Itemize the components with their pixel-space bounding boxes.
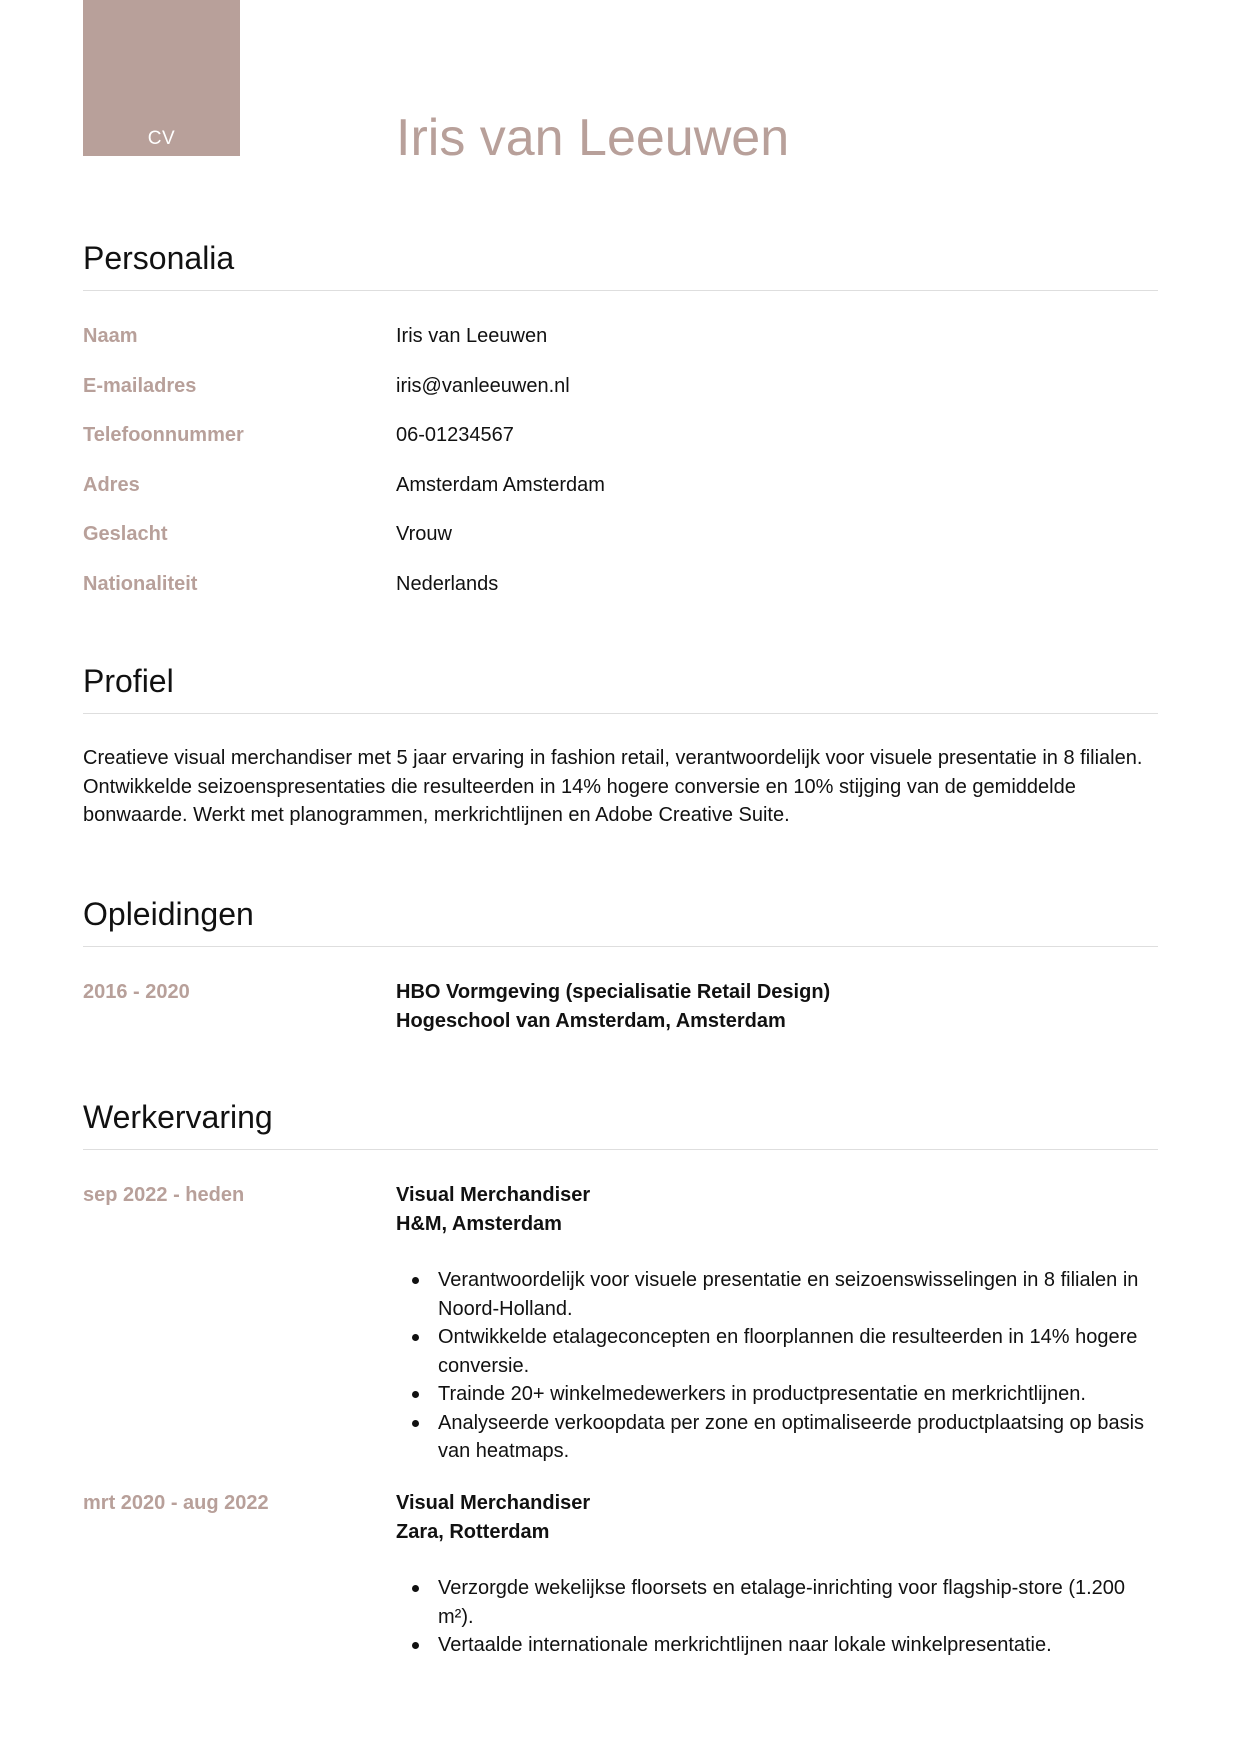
field-value: iris@vanleeuwen.nl bbox=[396, 375, 570, 397]
page-title: Iris van Leeuwen bbox=[396, 109, 790, 167]
section-profiel bbox=[83, 661, 1158, 701]
section-opleidingen bbox=[83, 894, 1158, 934]
bullet-item: Verzorgde wekelijkse floorsets en etalage-inrichting voor flagship-store (1.200 m²). bbox=[396, 1574, 1158, 1631]
field-label: Nationaliteit bbox=[83, 573, 198, 595]
field-value: Iris van Leeuwen bbox=[396, 325, 548, 347]
section-heading-profiel: Profiel bbox=[83, 663, 174, 699]
entry-organization: H&M, Amsterdam bbox=[396, 1212, 562, 1235]
entry-body bbox=[396, 1181, 1158, 1466]
bullet-list bbox=[396, 1574, 1158, 1660]
section-heading-werkervaring: Werkervaring bbox=[83, 1099, 273, 1135]
entry-date: mrt 2020 - aug 2022 bbox=[83, 1492, 269, 1514]
field-value: 06-01234567 bbox=[396, 424, 514, 446]
section-heading-personalia: Personalia bbox=[83, 240, 235, 276]
bullet-item: Trainde 20+ winkelmedewerkers in productpresentatie en merkrichtlijnen. bbox=[396, 1380, 1158, 1409]
section-werkervaring bbox=[83, 1097, 1158, 1137]
field-label: Adres bbox=[83, 474, 140, 496]
field-value: Nederlands bbox=[396, 573, 499, 595]
entry-organization: Zara, Rotterdam bbox=[396, 1520, 550, 1543]
section-divider bbox=[83, 1149, 1158, 1150]
entry-title: Visual Merchandiser bbox=[396, 1492, 591, 1514]
photo-placeholder bbox=[83, 0, 240, 156]
field-label: Telefoonnummer bbox=[83, 424, 244, 446]
profile-text: Creatieve visual merchandiser met 5 jaar ervaring in fashion retail, verantwoordelijk voor visuele presentatie in 8 filialen. Ontwikkelde seizoenspresentaties die resulteerden in 14% hogere conversie en 10% stijging van de gemiddelde bonwaarde. Werkt met planogrammen, merkrichtlijnen en Adobe Creative Suite. bbox=[83, 747, 1143, 826]
section-divider bbox=[83, 946, 1158, 947]
section-divider bbox=[83, 290, 1158, 291]
entry-date: 2016 - 2020 bbox=[83, 981, 190, 1003]
field-value: Vrouw bbox=[396, 523, 452, 545]
entry-title: Visual Merchandiser bbox=[396, 1184, 591, 1206]
entry-body bbox=[396, 978, 1158, 1035]
bullet-item: Verantwoordelijk voor visuele presentatie en seizoenswisselingen in 8 filialen in Noord-Holland. bbox=[396, 1266, 1158, 1323]
bullet-item: Vertaalde internationale merkrichtlijnen naar lokale winkelpresentatie. bbox=[396, 1631, 1158, 1660]
field-value: Amsterdam Amsterdam bbox=[396, 474, 605, 496]
entry-body bbox=[396, 1489, 1158, 1660]
entry-title: HBO Vormgeving (specialisatie Retail Design) bbox=[396, 981, 831, 1003]
section-personalia bbox=[83, 238, 1158, 278]
bullet-list bbox=[396, 1266, 1158, 1466]
photo-label: CV bbox=[147, 128, 176, 149]
entry-date: sep 2022 - heden bbox=[83, 1184, 245, 1206]
section-divider bbox=[83, 713, 1158, 714]
field-label: Naam bbox=[83, 325, 138, 347]
entry-organization: Hogeschool van Amsterdam, Amsterdam bbox=[396, 1009, 786, 1032]
section-heading-opleidingen: Opleidingen bbox=[83, 896, 254, 932]
field-label: Geslacht bbox=[83, 523, 168, 545]
bullet-item: Ontwikkelde etalageconcepten en floorplannen die resulteerden in 14% hogere conversie. bbox=[396, 1323, 1158, 1380]
bullet-item: Analyseerde verkoopdata per zone en optimaliseerde productplaatsing op basis van heatmaps. bbox=[396, 1409, 1158, 1466]
field-label: E-mailadres bbox=[83, 375, 197, 397]
